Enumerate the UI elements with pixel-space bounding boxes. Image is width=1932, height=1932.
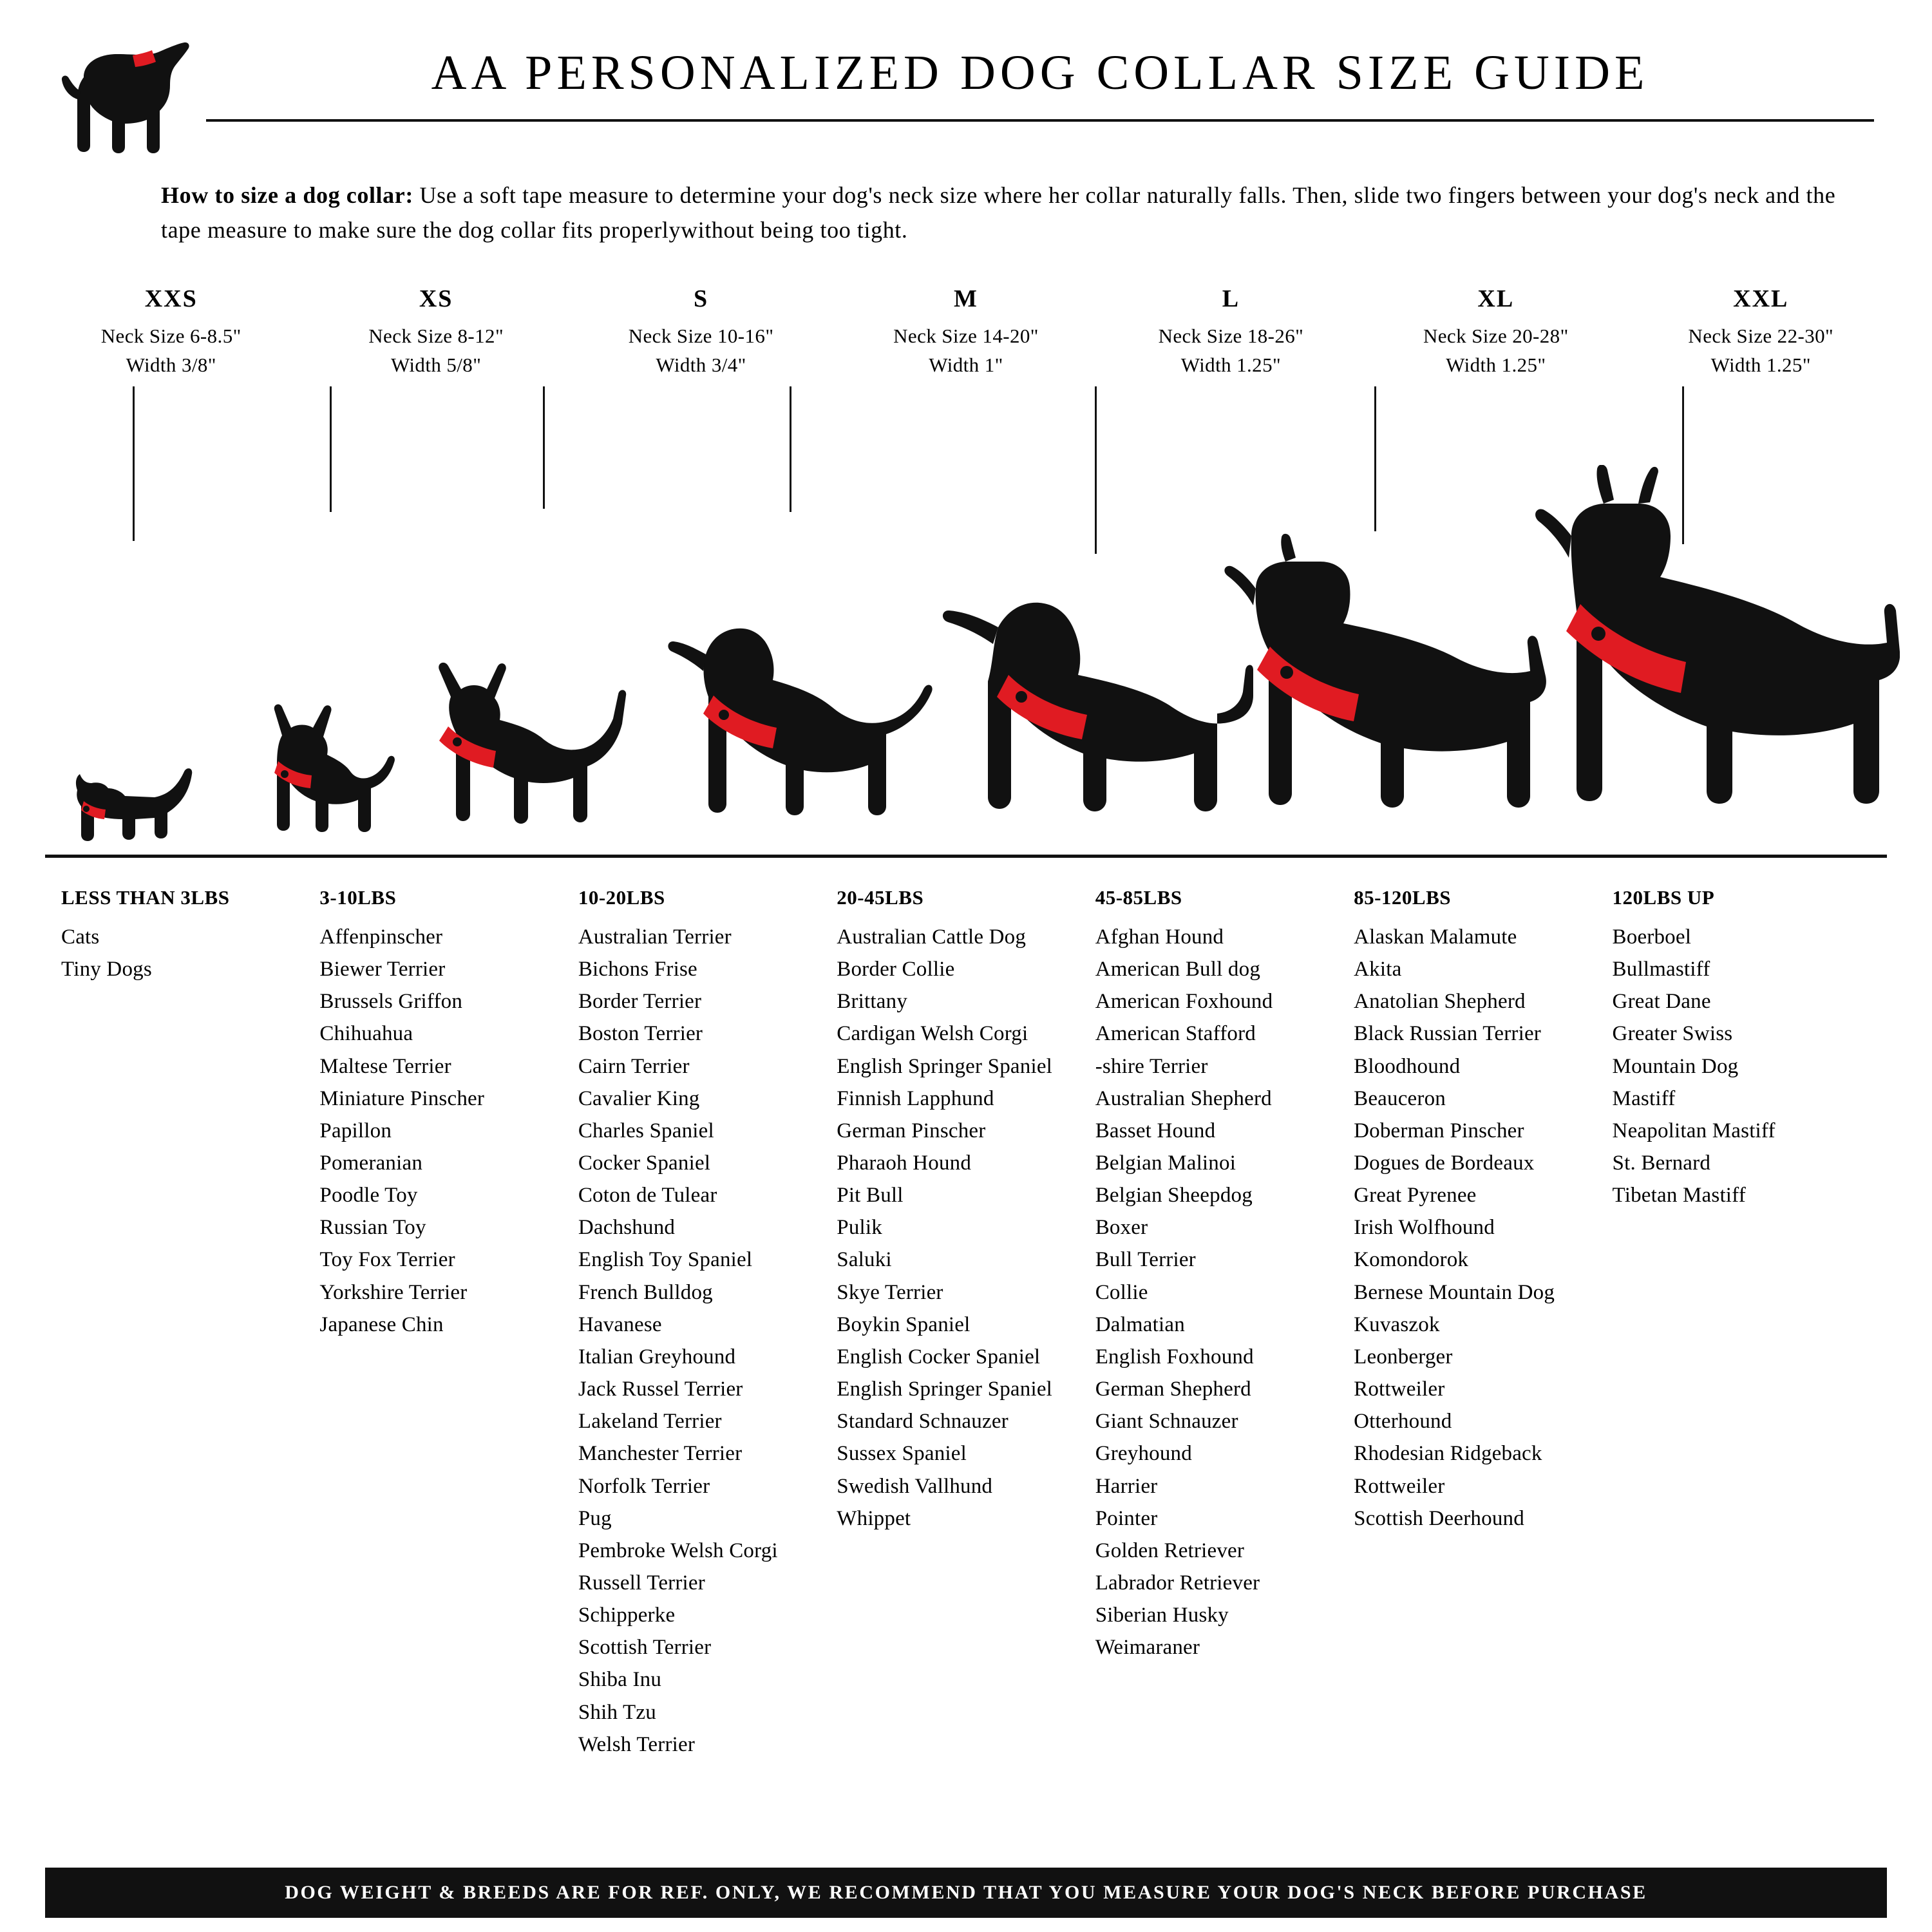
breed-item: Greater Swiss [1612,1022,1733,1046]
silhouette-l [895,581,1256,855]
size-width: Width 1.25" [1710,353,1811,376]
breed-item: Pug [578,1506,612,1530]
breed-item: Great Dane [1612,990,1711,1014]
breed-item: Cavalier King [578,1086,700,1110]
breed-item: Siberian Husky [1095,1604,1229,1627]
page-title: AA PERSONALIZED DOG COLLAR SIZE GUIDE [431,46,1649,100]
silhouette-xs [251,697,425,855]
instructions-body: Use a soft tape measure to determine your dog's neck size where her collar naturally falls. Then, slide two fingers between your dog's neck and the tape measure to make sure the dog collar fits properlywithout being too tight. [161,182,1836,243]
breed-item: Alaskan Malamute [1354,925,1517,949]
breed-weight-heading: 3-10LBS [319,886,397,909]
size-width: Width 1" [929,353,1003,376]
size-neck: Neck Size 20-28" [1423,325,1569,347]
title-block [206,26,1874,122]
breed-item: Pembroke Welsh Corgi [578,1539,778,1562]
size-width: Width 5/8" [391,353,482,376]
leader-line-m [790,386,791,512]
size-column-xxs [39,285,303,380]
title-divider [206,119,1874,122]
size-neck: Neck Size 10-16" [628,325,774,347]
breed-item: Havanese [578,1312,662,1336]
breed-item: Dogues de Bordeaux [1354,1151,1535,1175]
size-neck: Neck Size 18-26" [1158,325,1304,347]
breed-item: Belgian Sheepdog [1095,1184,1253,1208]
breed-item: Doberman Pinscher [1354,1119,1524,1142]
breed-column-85-120lbs [1354,886,1612,1761]
breed-weight-heading: LESS THAN 3LBS [61,886,230,909]
size-column-xl [1363,285,1628,380]
breed-item: Schipperke [578,1604,676,1627]
size-column-m [833,285,1098,380]
breed-item: St. Bernard [1612,1151,1711,1175]
size-label: L [1222,285,1240,312]
breed-item: Weimaraner [1095,1636,1200,1660]
breed-item: Australian Cattle Dog [837,925,1027,949]
silhouette-s [406,652,638,855]
breed-item: Pulik [837,1216,882,1240]
breed-item: Toy Fox Terrier [319,1248,455,1272]
breed-column-3-10lbs [319,886,578,1761]
breed-item: Russian Toy [319,1216,426,1240]
size-column-xxl [1629,285,1893,380]
dog-with-red-collar-logo [58,37,206,160]
breed-item: Whippet [837,1506,911,1530]
breed-item: Cats [61,925,100,949]
leader-line-l [1095,386,1097,554]
great-dane-silhouette [1501,465,1900,851]
breed-item: English Toy Spaniel [578,1248,753,1272]
breed-item: Bernese Mountain Dog [1354,1280,1555,1304]
breed-column-45-85lbs [1095,886,1354,1761]
silhouette-xxs [58,755,213,855]
breed-item: Giant Schnauzer [1095,1410,1238,1434]
breed-item: Italian Greyhound [578,1345,736,1368]
breed-item: Irish Wolfhound [1354,1216,1495,1240]
breed-item: Lakeland Terrier [578,1410,722,1434]
breed-item: Anatolian Shepherd [1354,990,1526,1014]
size-column-s [569,285,833,380]
breed-item: Boston Terrier [578,1022,703,1046]
breed-item: Scottish Deerhound [1354,1506,1524,1530]
ground-line [45,855,1887,858]
breed-item: American Bull dog [1095,958,1261,981]
breed-weight-heading: 120LBS UP [1612,886,1715,909]
breed-item: German Pinscher [837,1119,986,1142]
breed-item: Great Pyrenee [1354,1184,1477,1208]
size-neck: Neck Size 8-12" [368,325,504,347]
breed-item: Biewer Terrier [319,958,446,981]
breed-item: Scottish Terrier [578,1636,712,1660]
leader-line-xl [1374,386,1376,531]
footer-disclaimer: DOG WEIGHT & BREEDS ARE FOR REF. ONLY, WE RECOMMEND THAT YOU MEASURE YOUR DOG'S NECK BEFORE PURCHASE [45,1868,1887,1918]
breed-item: Australian Shepherd [1095,1086,1272,1110]
breed-item: Standard Schnauzer [837,1410,1009,1434]
breed-item: Border Collie [837,958,955,981]
breed-item: English Springer Spaniel [837,1054,1053,1078]
breed-item: English Foxhound [1095,1345,1254,1368]
breed-item: Bull Terrier [1095,1248,1196,1272]
breed-item: German Shepherd [1095,1378,1251,1401]
breed-item: Dalmatian [1095,1312,1185,1336]
terrier-silhouette [406,652,638,851]
breed-item: French Bulldog [578,1280,713,1304]
breed-item: Poodle Toy [319,1184,418,1208]
size-width: Width 3/8" [126,353,216,376]
size-neck: Neck Size 6-8.5" [100,325,242,347]
breed-item: Neapolitan Mastiff [1612,1119,1776,1142]
breed-item: -shire Terrier [1095,1054,1208,1078]
breed-item: Greyhound [1095,1442,1192,1466]
size-width: Width 3/4" [656,353,746,376]
breed-item: Rottweiler [1354,1474,1445,1498]
breed-item: Labrador Retriever [1095,1571,1260,1595]
sizing-instructions [0,161,1932,247]
breed-item: Yorkshire Terrier [319,1280,468,1304]
breed-item: Swedish Vallhund [837,1474,993,1498]
breed-item: Border Terrier [578,990,702,1014]
breed-item: Brussels Griffon [319,990,463,1014]
breed-item: Skye Terrier [837,1280,943,1304]
breed-item: Black Russian Terrier [1354,1022,1541,1046]
brand-logo [58,26,206,163]
instructions-lead: How to size a dog collar: [161,182,413,208]
breed-weight-heading: 20-45LBS [837,886,924,909]
breed-item: American Foxhound [1095,990,1273,1014]
breed-item: Boykin Spaniel [837,1312,971,1336]
labrador-silhouette [895,581,1256,851]
breed-item: Cardigan Welsh Corgi [837,1022,1028,1046]
breed-item: Miniature Pinscher [319,1086,485,1110]
breed-item: Maltese Terrier [319,1054,451,1078]
breed-item: Shiba Inu [578,1668,662,1692]
breed-weight-heading: 10-20LBS [578,886,665,909]
breed-item: Pomeranian [319,1151,423,1175]
breed-item: Papillon [319,1119,392,1142]
size-label: S [693,285,709,312]
breed-item: Welsh Terrier [578,1732,696,1756]
breed-item: Mastiff [1612,1086,1676,1110]
breed-item: Otterhound [1354,1410,1452,1434]
silhouette-xxl [1501,465,1900,855]
breed-item: Afghan Hound [1095,925,1224,949]
breed-item: Harrier [1095,1474,1158,1498]
breed-item: Coton de Tulear [578,1184,717,1208]
size-header-row [0,247,1932,380]
dog-silhouette-chart [0,386,1932,869]
breed-item: Boerboel [1612,925,1692,949]
breed-item: Dachshund [578,1216,676,1240]
breed-item: Cairn Terrier [578,1054,690,1078]
breed-item: Mountain Dog [1612,1054,1739,1078]
size-width: Width 1.25" [1180,353,1282,376]
breed-column-120lbs-up [1613,886,1871,1761]
breed-item: English Springer Spaniel [837,1378,1053,1401]
breed-item: Charles Spaniel [578,1119,714,1142]
breed-item: American Stafford [1095,1022,1256,1046]
leader-line-xs [330,386,332,512]
breed-item: Golden Retriever [1095,1539,1245,1562]
breed-weight-heading: 45-85LBS [1095,886,1182,909]
breed-item: Belgian Malinoi [1095,1151,1236,1175]
breed-item: Bullmastiff [1612,958,1710,981]
size-column-xs [303,285,568,380]
breed-item: Tibetan Mastiff [1612,1184,1746,1208]
size-column-l [1099,285,1363,380]
cat-silhouette [58,755,213,851]
breed-item: Saluki [837,1248,892,1272]
breed-table [0,869,1932,1761]
breed-item: Pointer [1095,1506,1158,1530]
breed-item: Affenpinscher [319,925,443,949]
chihuahua-silhouette [251,697,425,851]
leader-line-xxs [133,386,135,541]
breed-item: Japanese Chin [319,1312,444,1336]
breed-item: Brittany [837,990,908,1014]
breed-item: Rottweiler [1354,1378,1445,1401]
breed-item: Collie [1095,1280,1148,1304]
breed-item: Jack Russel Terrier [578,1378,743,1401]
breed-item: English Cocker Spaniel [837,1345,1041,1368]
breed-item: Pharaoh Hound [837,1151,972,1175]
breed-item: Tiny Dogs [61,958,152,981]
breed-item: Komondorok [1354,1248,1469,1272]
breed-item: Akita [1354,958,1402,981]
size-label: XXS [144,285,198,312]
breed-item: Russell Terrier [578,1571,705,1595]
spaniel-silhouette [644,613,934,851]
breed-item: Finnish Lapphund [837,1086,994,1110]
breed-column-less-than-3lbs [61,886,319,1761]
breed-item: Pit Bull [837,1184,904,1208]
size-label: M [954,285,978,312]
breed-item: Beauceron [1354,1086,1446,1110]
breed-column-20-45lbs [837,886,1095,1761]
breed-item: Kuvaszok [1354,1312,1440,1336]
silhouette-m [644,613,934,855]
size-label: XS [419,285,453,312]
breed-item: Bloodhound [1354,1054,1461,1078]
breed-item: Rhodesian Ridgeback [1354,1442,1542,1466]
size-neck: Neck Size 14-20" [893,325,1039,347]
breed-item: Sussex Spaniel [837,1442,967,1466]
size-neck: Neck Size 22-30" [1688,325,1834,347]
breed-item: Bichons Frise [578,958,697,981]
size-label: XXL [1733,285,1789,312]
breed-item: Manchester Terrier [578,1442,743,1466]
breed-item: Cocker Spaniel [578,1151,711,1175]
leader-line-s [543,386,545,509]
breed-item: Australian Terrier [578,925,732,949]
breed-item: Shih Tzu [578,1700,656,1724]
breed-column-10-20lbs [578,886,837,1761]
breed-item: Leonberger [1354,1345,1453,1368]
breed-item: Basset Hound [1095,1119,1216,1142]
breed-item: Chihuahua [319,1022,413,1046]
page-header [0,0,1932,161]
breed-weight-heading: 85-120LBS [1354,886,1452,909]
size-width: Width 1.25" [1446,353,1546,376]
size-label: XL [1477,285,1515,312]
breed-item: Boxer [1095,1216,1148,1240]
breed-item: Norfolk Terrier [578,1474,710,1498]
